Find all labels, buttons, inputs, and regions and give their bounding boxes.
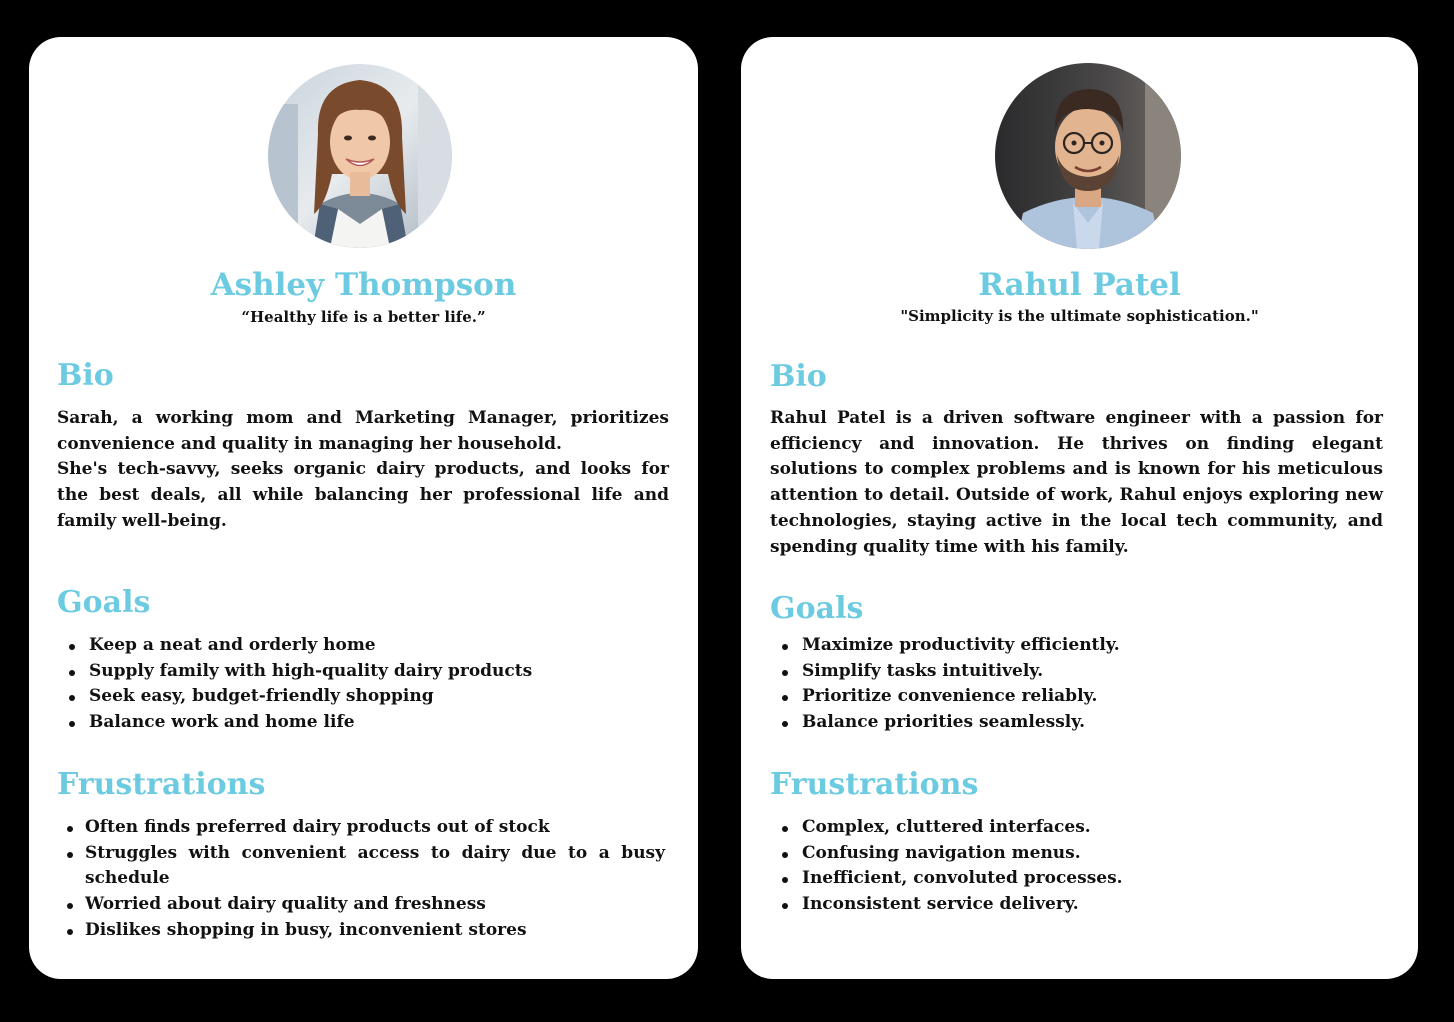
- avatar-image: [268, 64, 452, 248]
- list-item: Simplify tasks intuitively.: [778, 659, 1120, 685]
- list-item: Worried about dairy quality and freshness: [65, 892, 665, 918]
- list-item: Seek easy, budget-friendly shopping: [65, 684, 532, 710]
- list-item: Balance priorities seamlessly.: [778, 710, 1120, 736]
- persona-name: Rahul Patel: [978, 267, 1181, 303]
- goals-list: [65, 633, 532, 736]
- woman-portrait-photo: [268, 64, 452, 248]
- persona-quote: "Simplicity is the ultimate sophistication.": [900, 307, 1259, 325]
- list-item: Prioritize convenience reliably.: [778, 684, 1120, 710]
- list-item: Maximize productivity efficiently.: [778, 633, 1120, 659]
- bio-heading: Bio: [57, 358, 114, 393]
- persona-card-rahul: [741, 37, 1418, 979]
- list-item: Supply family with high-quality dairy products: [65, 659, 532, 685]
- persona-name: Ashley Thompson: [210, 267, 517, 303]
- man-portrait-photo: [995, 63, 1181, 249]
- frustrations-list: [778, 815, 1123, 918]
- bio-text: [57, 406, 669, 535]
- goals-heading: Goals: [770, 591, 864, 626]
- goals-list: [778, 633, 1120, 736]
- list-item: Balance work and home life: [65, 710, 532, 736]
- bio-heading: Bio: [770, 359, 827, 394]
- list-item: Confusing navigation menus.: [778, 841, 1123, 867]
- bio-paragraph: Rahul Patel is a driven software engineer with a passion for efficiency and innovation. He thrives on finding elegant solutions to complex problems and is known for his meticulous attention to detail. Outside of work, Rahul enjoys exploring new technologies, staying active in the local tech community, and spending quality time with his family.: [770, 408, 1383, 557]
- bio-paragraph: Sarah, a working mom and Marketing Manager, prioritizes convenience and quality in managing her household.: [57, 408, 669, 454]
- bio-paragraph: She's tech-savvy, seeks organic dairy products, and looks for the best deals, all while balancing her professional life and family well-being.: [57, 459, 669, 531]
- list-item: Inefficient, convoluted processes.: [778, 866, 1123, 892]
- frustrations-list: [65, 815, 665, 944]
- persona-card-ashley: [29, 37, 698, 979]
- list-item: Complex, cluttered interfaces.: [778, 815, 1123, 841]
- frustrations-heading: Frustrations: [770, 767, 979, 802]
- list-item: Inconsistent service delivery.: [778, 892, 1123, 918]
- list-item: Struggles with convenient access to dairy due to a busy schedule: [65, 841, 665, 892]
- list-item: Often finds preferred dairy products out of stock: [65, 815, 665, 841]
- goals-heading: Goals: [57, 585, 151, 620]
- bio-text: [770, 406, 1383, 560]
- avatar-image: [995, 63, 1181, 249]
- persona-quote: “Healthy life is a better life.”: [241, 308, 486, 326]
- list-item: Dislikes shopping in busy, inconvenient stores: [65, 918, 665, 944]
- frustrations-heading: Frustrations: [57, 767, 266, 802]
- list-item: Keep a neat and orderly home: [65, 633, 532, 659]
